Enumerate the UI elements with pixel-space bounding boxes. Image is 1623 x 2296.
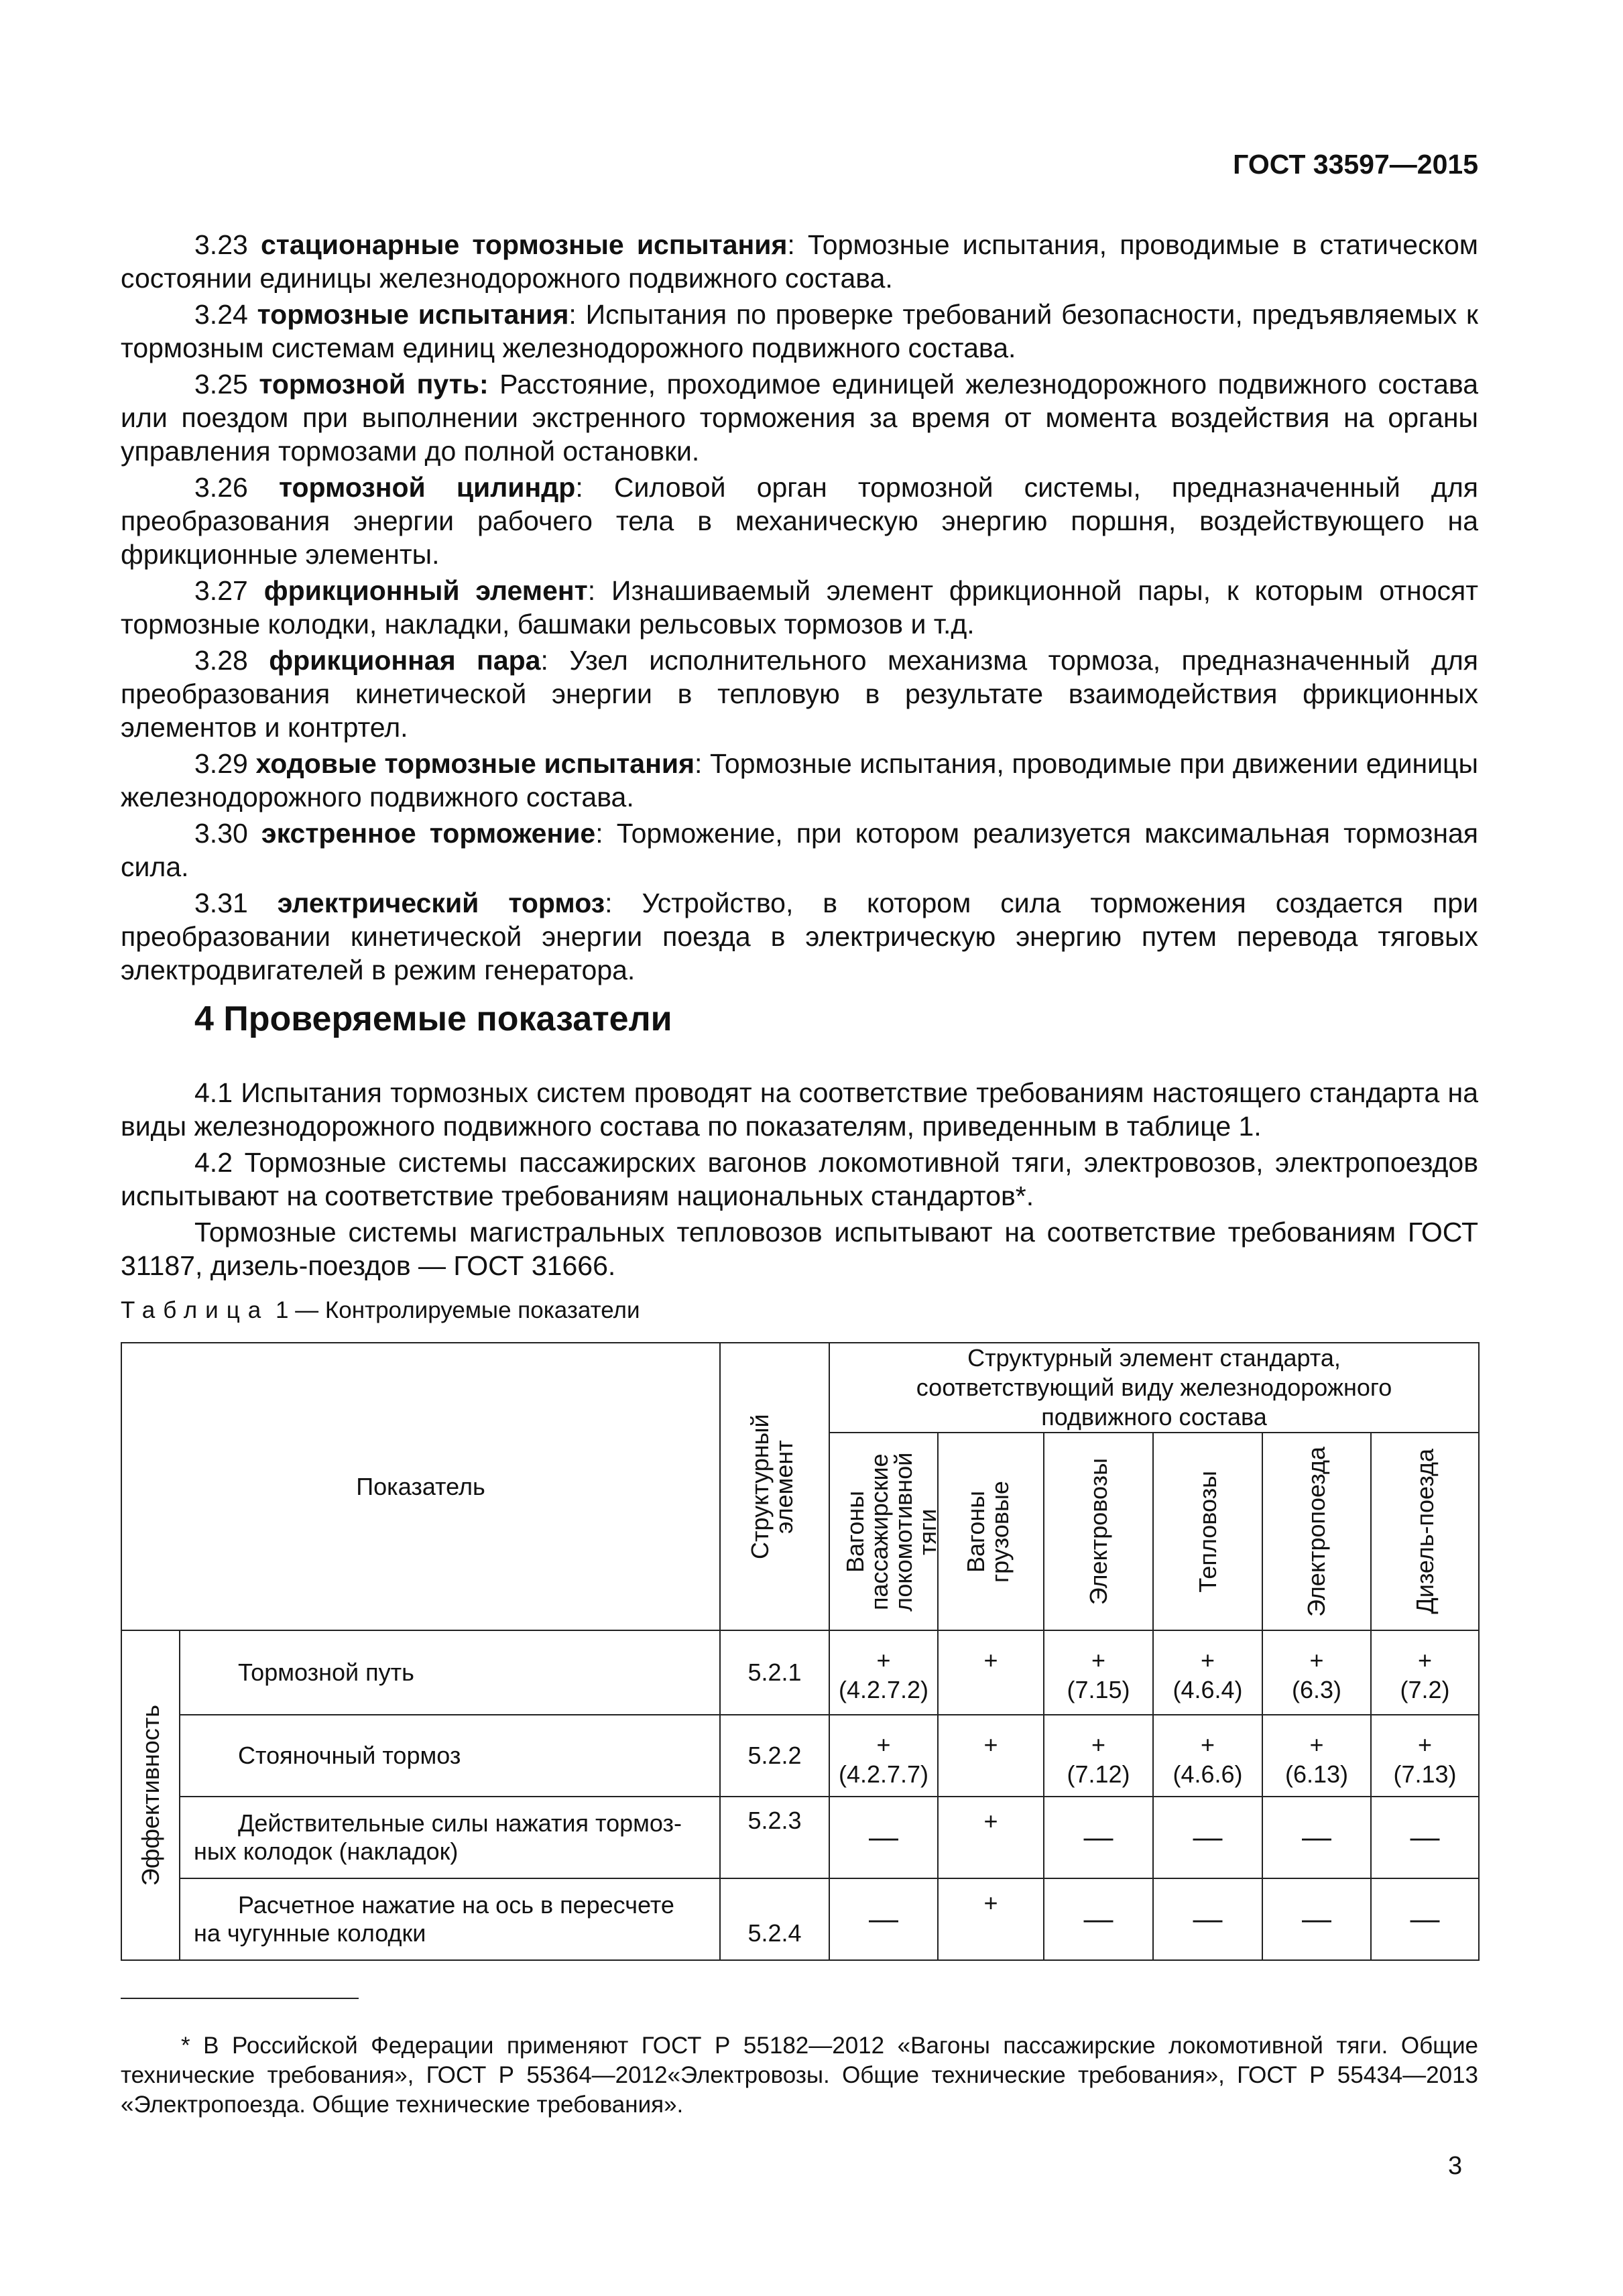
column-header (1262, 1433, 1371, 1630)
definition-number: 3.28 (194, 645, 248, 676)
definition-term: тормозной путь: (259, 369, 489, 400)
definition-item (121, 228, 1478, 295)
mark-cell: — (829, 1878, 938, 1960)
definition-item (121, 886, 1478, 987)
definitions-list (121, 228, 1478, 989)
table-row (121, 1630, 1479, 1715)
definition-separator: : (568, 299, 577, 330)
header-group (829, 1343, 1479, 1433)
mark-cell (938, 1630, 1044, 1715)
mark: + (876, 1646, 891, 1674)
mark: + (1417, 1731, 1433, 1758)
definition-item (121, 747, 1478, 814)
table-row (121, 1878, 1479, 1960)
mark-ref: (4.6.6) (1173, 1760, 1243, 1788)
page-number: 3 (1448, 2152, 1463, 2180)
definition-separator: : (695, 748, 703, 779)
indicator-name-line: на чугунные колодки (194, 1919, 426, 1947)
mark-cell: — (1153, 1878, 1262, 1960)
mark-cell: — (1044, 1878, 1153, 1960)
definition-item (121, 574, 1478, 641)
definition-number: 3.23 (194, 229, 248, 260)
mark-cell: — (1371, 1878, 1479, 1960)
definition-number: 3.30 (194, 818, 248, 849)
mark-ref: (7.13) (1393, 1760, 1457, 1788)
section-body (121, 1076, 1478, 1285)
definition-separator: : (540, 645, 548, 676)
column-header-text: Вагоны грузовые (962, 1480, 1014, 1583)
mark: + (1309, 1646, 1324, 1674)
footnote: * В Российской Федерации применяют ГОСТ Р 55182—2012 «Вагоны пассажирские локомотивной тяги. Общие технические требования», ГОСТ Р 55364—2012«Электровозы. Общие технические требования», ГОСТ Р 55434—2013 «Электропоезда. Общие технические требования». (121, 2033, 1478, 2118)
definition-text: Испытания по проверке требований безопасности, предъявляемых к тормозным системам единиц железнодорожного подвижного состава. (121, 299, 1478, 363)
definition-item (121, 367, 1478, 468)
row-group-label (121, 1630, 180, 1960)
mark-cell: — (1371, 1797, 1479, 1878)
indicator-name-line: Расчетное нажатие на ось в пересчете (238, 1891, 674, 1919)
definition-number: 3.29 (194, 748, 248, 779)
definition-term: экстренное торможение (261, 818, 596, 849)
column-header (1371, 1433, 1479, 1630)
mark-cell (1153, 1630, 1262, 1715)
mark: + (1091, 1646, 1106, 1674)
table-header-row (121, 1343, 1479, 1433)
paragraph: 4.1 Испытания тормозных систем проводят на соответствие требованиям настоящего стандарта на виды железнодорожного подвижного состава по показателям, приведенным в таблице 1. (121, 1077, 1478, 1142)
mark: + (983, 1646, 998, 1674)
definition-text: Тормозные испытания, проводимые при движении единицы железнодорожного подвижного состава. (121, 748, 1478, 812)
definition-text: Устройство, в котором сила торможения создается при преобразовании кинетической энергии поезда в электрическую энергию путем перевода тяговых электродвигателей в режим генератора. (121, 888, 1478, 985)
mark-cell (829, 1630, 938, 1715)
indicator-name (180, 1878, 720, 1960)
column-header-text: Электровозы (1084, 1457, 1112, 1606)
paragraph: Тормозные системы магистральных тепловозов испытывают на соответствие требованиям ГОСТ 31187, дизель-поездов — ГОСТ 31666. (121, 1217, 1478, 1281)
paragraph: 4.2 Тормозные системы пассажирских вагонов локомотивной тяги, электровозов, электропоездов испытывают на соответствие требованиям национальных стандартов*. (121, 1147, 1478, 1211)
column-header-text: Вагоны пассажирские локомотивной тяги (841, 1451, 941, 1612)
section-title: 4 Проверяемые показатели (194, 1000, 672, 1038)
header-structural-element-text: Структурный элемент (745, 1414, 798, 1559)
mark: + (876, 1731, 891, 1758)
row-group-label-text: Эффективность (136, 1704, 164, 1886)
mark-cell: — (829, 1797, 938, 1878)
column-header (938, 1433, 1044, 1630)
mark-cell (1044, 1630, 1153, 1715)
mark-ref: (7.2) (1400, 1676, 1450, 1703)
definition-term: фрикционный элемент (263, 575, 588, 606)
definition-text: Узел исполнительного механизма тормоза, предназначенный для преобразования кинетической энергии в тепловую в результате взаимодействия фрикционных элементов и контртел. (121, 645, 1478, 743)
mark-cell: + (938, 1878, 1044, 1960)
definition-text: Расстояние, проходимое единицей железнодорожного подвижного состава или поездом при выполнении экстренного торможения за время от момента воздействия на органы управления тормозами до полной остановки. (121, 369, 1478, 467)
indicator-name-line: ных колодок (накладок) (194, 1837, 459, 1865)
header-indicator: Показатель (121, 1343, 720, 1630)
mark-cell (1153, 1715, 1262, 1797)
document-header: ГОСТ 33597—2015 (1233, 149, 1478, 180)
column-header-text: Тепловозы (1193, 1470, 1221, 1593)
table-caption (121, 1297, 640, 1324)
definition-text: Изнашиваемый элемент фрикционной пары, к которым относят тормозные колодки, накладки, башмаки рельсовых тормозов и т.д. (121, 575, 1478, 640)
mark: + (1200, 1646, 1215, 1674)
column-header (1044, 1433, 1153, 1630)
definition-item (121, 644, 1478, 744)
table-row (121, 1715, 1479, 1797)
mark-cell (1262, 1630, 1371, 1715)
mark-cell: — (1044, 1797, 1153, 1878)
definition-number: 3.24 (194, 299, 248, 330)
definition-number: 3.27 (194, 575, 248, 606)
definition-term: электрический тормоз (277, 888, 605, 918)
mark-cell: + (938, 1797, 1044, 1878)
header-structural-element (720, 1343, 829, 1630)
element-ref: 5.2.2 (720, 1715, 829, 1797)
mark-cell (829, 1715, 938, 1797)
table-caption-label: Таблица (121, 1297, 269, 1323)
mark-ref: (7.12) (1067, 1760, 1130, 1788)
definition-number: 3.25 (194, 369, 248, 400)
column-header (829, 1433, 941, 1630)
mark-cell: — (1262, 1878, 1371, 1960)
definition-term: стационарные тормозные испытания (260, 229, 788, 260)
definition-item (121, 817, 1478, 884)
mark-ref: (7.15) (1067, 1676, 1130, 1703)
column-header-text: Электропоезда (1303, 1446, 1330, 1617)
definition-separator: : (587, 575, 596, 606)
indicator-name: Тормозной путь (180, 1630, 720, 1715)
definition-term: тормозные испытания (257, 299, 569, 330)
definition-text: Силовой орган тормозной системы, предназначенный для преобразования энергии рабочего тела в механическую энергию поршня, воздействующего на фрикционные элементы. (121, 472, 1478, 570)
element-ref: 5.2.4 (720, 1878, 829, 1960)
mark: + (1091, 1731, 1106, 1758)
mark-cell: — (1153, 1797, 1262, 1878)
mark-cell (1262, 1715, 1371, 1797)
mark-cell (1371, 1715, 1479, 1797)
column-header-text: Дизель-поезда (1410, 1449, 1439, 1614)
mark-cell: — (1262, 1797, 1371, 1878)
table-row (121, 1797, 1479, 1878)
definition-term: тормозной цилиндр (278, 472, 576, 503)
mark-ref: (4.2.7.2) (838, 1676, 929, 1703)
indicators-table (121, 1342, 1480, 1961)
mark-ref: (4.6.4) (1173, 1676, 1243, 1703)
definition-separator: : (787, 229, 795, 260)
mark-ref: (6.3) (1291, 1676, 1342, 1703)
definition-number: 3.26 (194, 472, 248, 503)
mark-cell (938, 1715, 1044, 1797)
definition-separator: : (595, 818, 603, 849)
mark: + (983, 1731, 998, 1758)
definition-number: 3.31 (194, 888, 248, 918)
indicator-name (180, 1797, 720, 1878)
element-ref: 5.2.1 (720, 1630, 829, 1715)
definition-term: фрикционная пара (269, 645, 541, 676)
definition-separator: : (605, 888, 613, 918)
mark-ref: (6.13) (1284, 1760, 1349, 1788)
definition-item (121, 298, 1478, 365)
table-caption-text: 1 — Контролируемые показатели (269, 1297, 640, 1323)
mark-cell (1044, 1715, 1153, 1797)
mark: + (1417, 1646, 1433, 1674)
definition-text: Тормозные испытания, проводимые в статическом состоянии единицы железнодорожного подвижного состава. (121, 229, 1478, 294)
mark: + (1200, 1731, 1215, 1758)
indicator-name-line: Действительные силы нажатия тормоз- (238, 1809, 682, 1837)
mark-ref: (4.2.7.7) (838, 1760, 929, 1788)
element-ref: 5.2.3 (720, 1797, 829, 1878)
mark-cell (1371, 1630, 1479, 1715)
definition-text: Торможение, при котором реализуется максимальная тормозная сила. (121, 818, 1478, 882)
definition-item (121, 471, 1478, 571)
header-group-text: Структурный элемент стандарта, соответствующий виду железнодорожного подвижного состава (916, 1344, 1392, 1431)
definition-term: ходовые тормозные испытания (255, 748, 695, 779)
footnote-divider (121, 1998, 359, 1999)
indicator-name: Стояночный тормоз (180, 1715, 720, 1797)
definition-separator: : (575, 472, 583, 503)
column-header (1153, 1433, 1262, 1630)
mark: + (1309, 1731, 1324, 1758)
